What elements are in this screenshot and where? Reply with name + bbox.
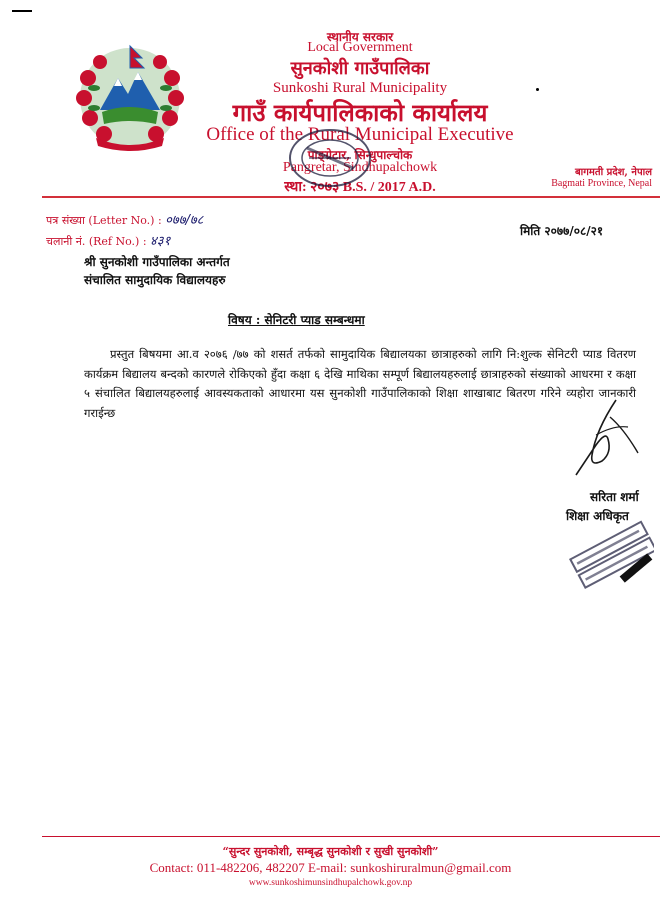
- letter-subject: विषय : सेनिटरी प्याड सम्बन्धमा: [228, 313, 365, 327]
- corner-mark: [12, 10, 32, 12]
- header-divider: [42, 196, 660, 198]
- footer-contact: Contact: 011-482206, 482207 E-mail: sunkoshiruralmun@gmail.com: [149, 860, 512, 875]
- province-en: Bagmati Province, Nepal: [551, 178, 652, 189]
- addressee-line-2: संचालित सामुदायिक विद्यालयहरु: [84, 273, 226, 287]
- province-ne: बागमती प्रदेश, नेपाल: [574, 167, 652, 178]
- local-government-ne: स्थानीय सरकार: [326, 30, 394, 44]
- municipality-name-ne: सुनकोशी गाउँपालिका: [290, 58, 430, 79]
- signatory-name: सरिता शर्मा: [590, 490, 639, 504]
- letter-date: मिति २०७७/०८/२१: [520, 224, 604, 238]
- nepal-emblem-icon: [70, 38, 190, 156]
- speck: [536, 88, 539, 91]
- footer-divider: [42, 836, 660, 837]
- signature-icon: [566, 395, 646, 480]
- footer-website: www.sunkoshimunsindhupalchowk.gov.np: [248, 878, 413, 888]
- letter-number-value: ०७७/७८: [165, 213, 204, 228]
- municipality-name-en: Sunkoshi Rural Municipality: [272, 80, 448, 96]
- local-government-en: Local Government: [307, 40, 413, 55]
- office-name-ne: गाउँ कार्यपालिकाको कार्यालय: [232, 98, 488, 127]
- signatory-stamp-icon: [568, 512, 654, 602]
- signatory-title: शिक्षा अधिकृत: [566, 509, 629, 523]
- reference-number: [46, 231, 170, 249]
- location-ne: पाङ्ग्रेटार, सिन्धुपाल्चोक: [307, 148, 413, 162]
- office-name-en: Office of the Rural Municipal Executive: [206, 124, 514, 145]
- letter-body: प्रस्तुत बिषयमा आ.व २०७६ /७७ को शसर्त तर्फको सामुदायिक बिद्यालयका छात्राहरुको लागि नि:शुल्क सेनिटरी प्याड वितरण कार्यक्रम बिद्यालय बन्दको कारणले रोकिएको हुँदा कक्षा ६ देखि माथिका सम्पूर्ण बिद्यालयहरुलाई छात्राहरुको संख्याको आधरमा र कक्षा ५ संचालित बिद्यालयहरुलाई आवस्यकताको आधारमा यस सुनकोशी गाउँपालिकाको शिक्षा शाखाबाट बितरण गरिने व्यहोरा जानकारी गराईन्छ: [84, 347, 636, 420]
- letter-number: [46, 210, 203, 228]
- letter-number-label: पत्र संख्या (Letter No.) :: [46, 214, 162, 227]
- footer-motto: “सुन्दर सुनकोशी, सम्बृद्ध सुनकोशी र सुखी सुनकोशी”: [222, 845, 439, 858]
- reference-number-value: ४३१: [150, 234, 171, 249]
- established-date: स्था: २०७३ B.S. / 2017 A.D.: [284, 180, 436, 195]
- office-stamp-icon: [285, 126, 375, 191]
- reference-number-label: चलानी नं. (Ref No.) :: [46, 235, 147, 248]
- location-en: Pangretar, Sindhupalchowk: [282, 160, 438, 175]
- addressee-line-1: श्री सुनकोशी गाउँपालिका अन्तर्गत: [84, 255, 230, 269]
